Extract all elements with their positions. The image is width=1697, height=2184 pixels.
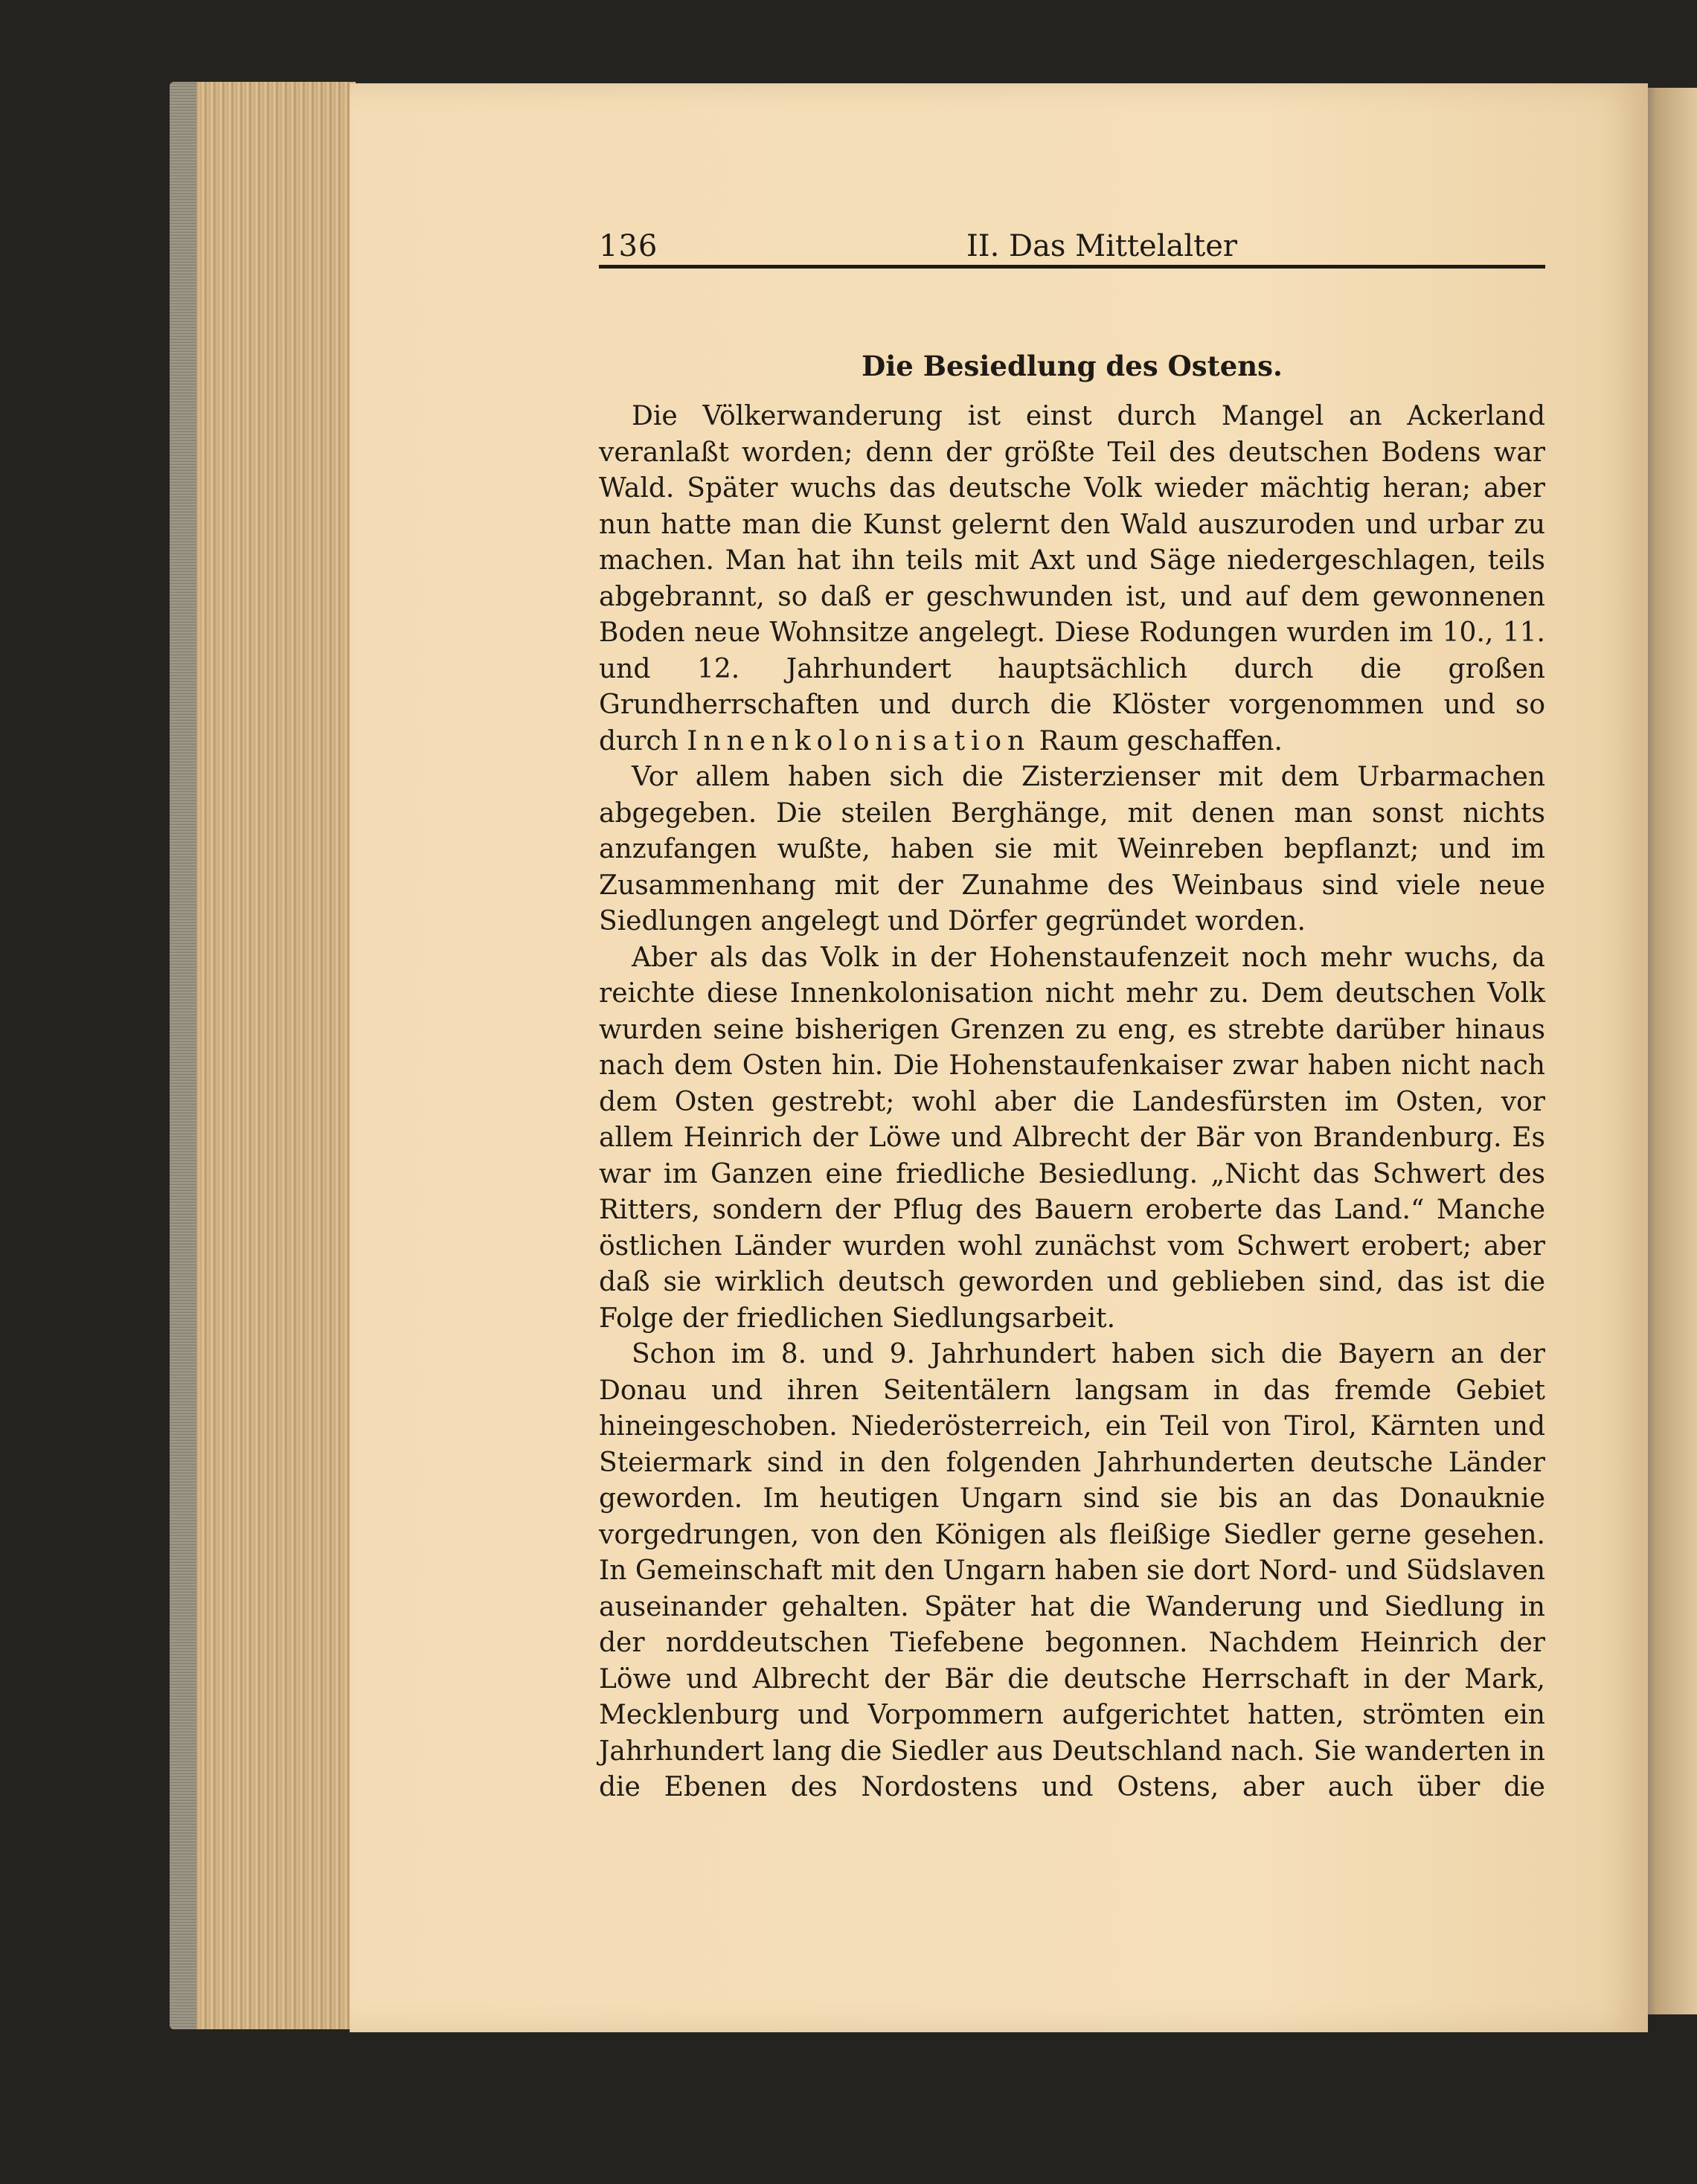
paragraph-1-text: Die Völkerwanderung ist einst durch Mangel an Ackerland veranlaßt worden; denn der größte Teil des deutschen Bodens war Wald. Später wuchs das deutsche Volk wieder mächtig heran; aber nun hatte man die Kunst gelernt den Wald auszuroden und urbar zu machen. Man hat ihn teils mit Axt und Säge niedergeschlagen, teils abgebrannt, so daß er geschwunden ist, und auf dem gewonnenen Boden neue Wohnsitze angelegt. Diese Rodungen wurden im 10., 11. und 12. Jahrhundert hauptsächlich durch die großen Grundherrschaften und durch die Klöster vorgenommen und so durch xyxy=(599,401,1545,757)
paragraph-4: Schon im 8. und 9. Jahrhundert haben sich die Bayern an der Donau und ihren Seitentälern langsam in das fremde Gebiet hineingeschoben. Niederösterreich, ein Teil von Tirol, Kärnten und Steiermark sind in den folgenden Jahrhunderten deutsche Länder geworden. Im heutigen Ungarn sind sie bis an das Donauknie vorgedrungen, von den Königen als fleißige Siedler gerne gesehen. In Gemeinschaft mit den Ungarn haben sie dort Nord- und Südslaven auseinander gehalten. Später hat die Wanderung und Siedlung in der norddeutschen Tiefebene begonnen. Nachdem Heinrich der Löwe und Albrecht der Bär die deutsche Herrschaft in der Mark, Mecklenburg und Vorpommern aufgerichtet hatten, strömten ein Jahrhundert lang die Siedler aus Deutschland nach. Sie wanderten in die Ebenen des Nordostens und Ostens, aber auch über die xyxy=(599,1339,1545,1802)
paragraph-2: Vor allem haben sich die Zisterzienser mit dem Urbarmachen abgegeben. Die steilen Berghänge, mit denen man sonst nichts anzufangen wußte, haben sie mit Weinreben bepflanzt; und im Zusammenhang mit der Zunahme des Weinbaus sind viele neue Siedlungen angelegt und Dörfer gegründet worden. xyxy=(599,762,1545,937)
paragraph-1 xyxy=(599,399,1545,759)
header-rule xyxy=(599,265,1545,269)
paragraph-3: Aber als das Volk in der Hohenstaufenzeit noch mehr wuchs, da reichte diese Innenkolonisation nicht mehr zu. Dem deutschen Volk wurden seine bisherigen Grenzen zu eng, es strebte darüber hinaus nach dem Osten hin. Die Hohenstaufenkaiser zwar haben nicht nach dem Osten gestrebt; wohl aber die Landesfürsten im Osten, vor allem Heinrich der Löwe und Albrecht der Bär von Brandenburg. Es war im Ganzen eine friedliche Besiedlung. „Nicht das Schwert des Ritters, sondern der Pflug des Bauern eroberte das Land.“ Manche östlichen Länder wurden wohl zunächst vom Schwert erobert; aber daß sie wirklich deutsch geworden und geblieben sind, das ist die Folge der friedlichen Siedlungsarbeit. xyxy=(599,942,1545,1334)
left-page-stack xyxy=(170,82,356,2029)
running-title: II. Das Mittelalter xyxy=(966,229,1238,263)
page-header xyxy=(599,223,1545,268)
book-cover-edge xyxy=(170,82,196,2029)
page-body xyxy=(599,348,1545,1806)
section-title: Die Besiedlung des Ostens. xyxy=(862,350,1283,382)
page-number: 136 xyxy=(599,229,658,263)
paragraph-1-end: Raum geschaffen. xyxy=(1039,725,1283,757)
spaced-term: Innenkolonisation xyxy=(687,725,1031,757)
